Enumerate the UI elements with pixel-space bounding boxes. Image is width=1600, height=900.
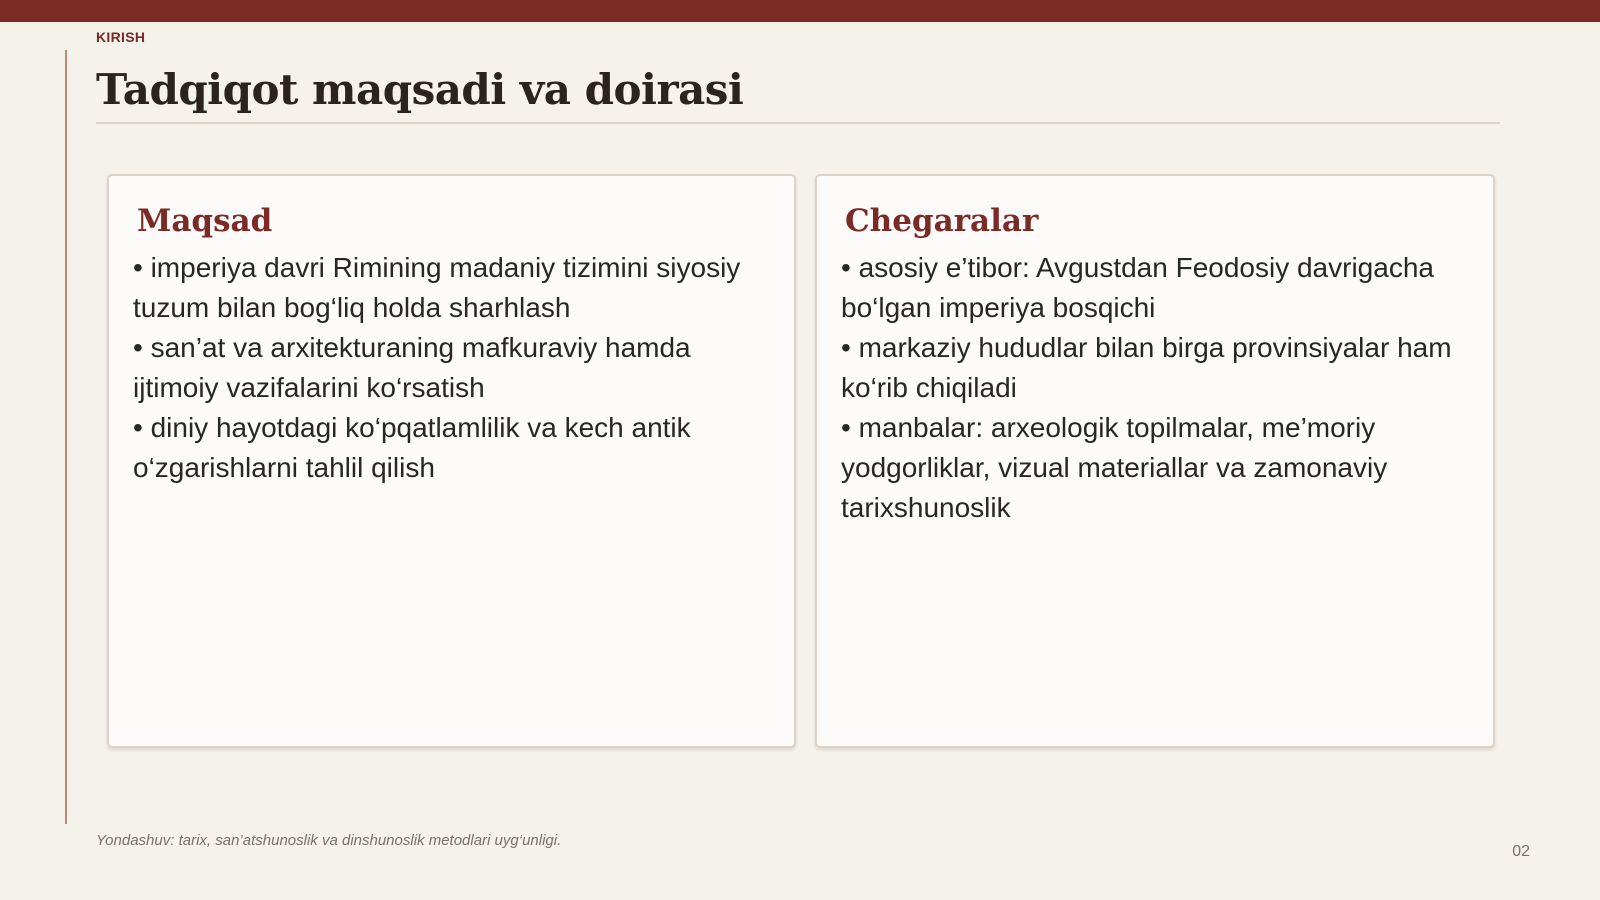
card-maqsad	[107, 174, 796, 748]
card-body	[841, 248, 1475, 528]
card-body	[133, 248, 776, 488]
card-heading: Chegaralar	[845, 203, 1039, 239]
list-item: • diniy hayotdagi ko‘pqatlamlilik va kech antik o‘zgarishlarni tahlil qilish	[133, 412, 691, 483]
list-item: • san’at va arxitekturaning mafkuraviy hamda ijtimoiy vazifalarini ko‘rsatish	[133, 332, 691, 403]
top-accent-bar	[0, 0, 1600, 22]
footnote: Yondashuv: tarix, san’atshunoslik va dinshunoslik metodlari uyg‘unligi.	[96, 832, 562, 849]
card-heading: Maqsad	[137, 203, 273, 239]
card-chegaralar	[815, 174, 1495, 748]
list-item: • manbalar: arxeologik topilmalar, me’moriy yodgorliklar, vizual materiallar va zamonaviy tarixshunoslik	[841, 412, 1388, 523]
page-title: Tadqiqot maqsadi va doirasi	[96, 65, 744, 114]
list-item: • markaziy hududlar bilan birga provinsiyalar ham ko‘rib chiqiladi	[841, 332, 1452, 403]
list-item: • imperiya davri Rimining madaniy tizimini siyosiy tuzum bilan bog‘liq holda sharhlash	[133, 252, 741, 323]
list-item: • asosiy e’tibor: Avgustdan Feodosiy davrigacha bo‘lgan imperiya bosqichi	[841, 252, 1434, 323]
side-accent-rule	[65, 50, 67, 824]
title-divider	[96, 122, 1500, 124]
page-number: 02	[1512, 843, 1530, 860]
section-label: KIRISH	[96, 29, 146, 45]
